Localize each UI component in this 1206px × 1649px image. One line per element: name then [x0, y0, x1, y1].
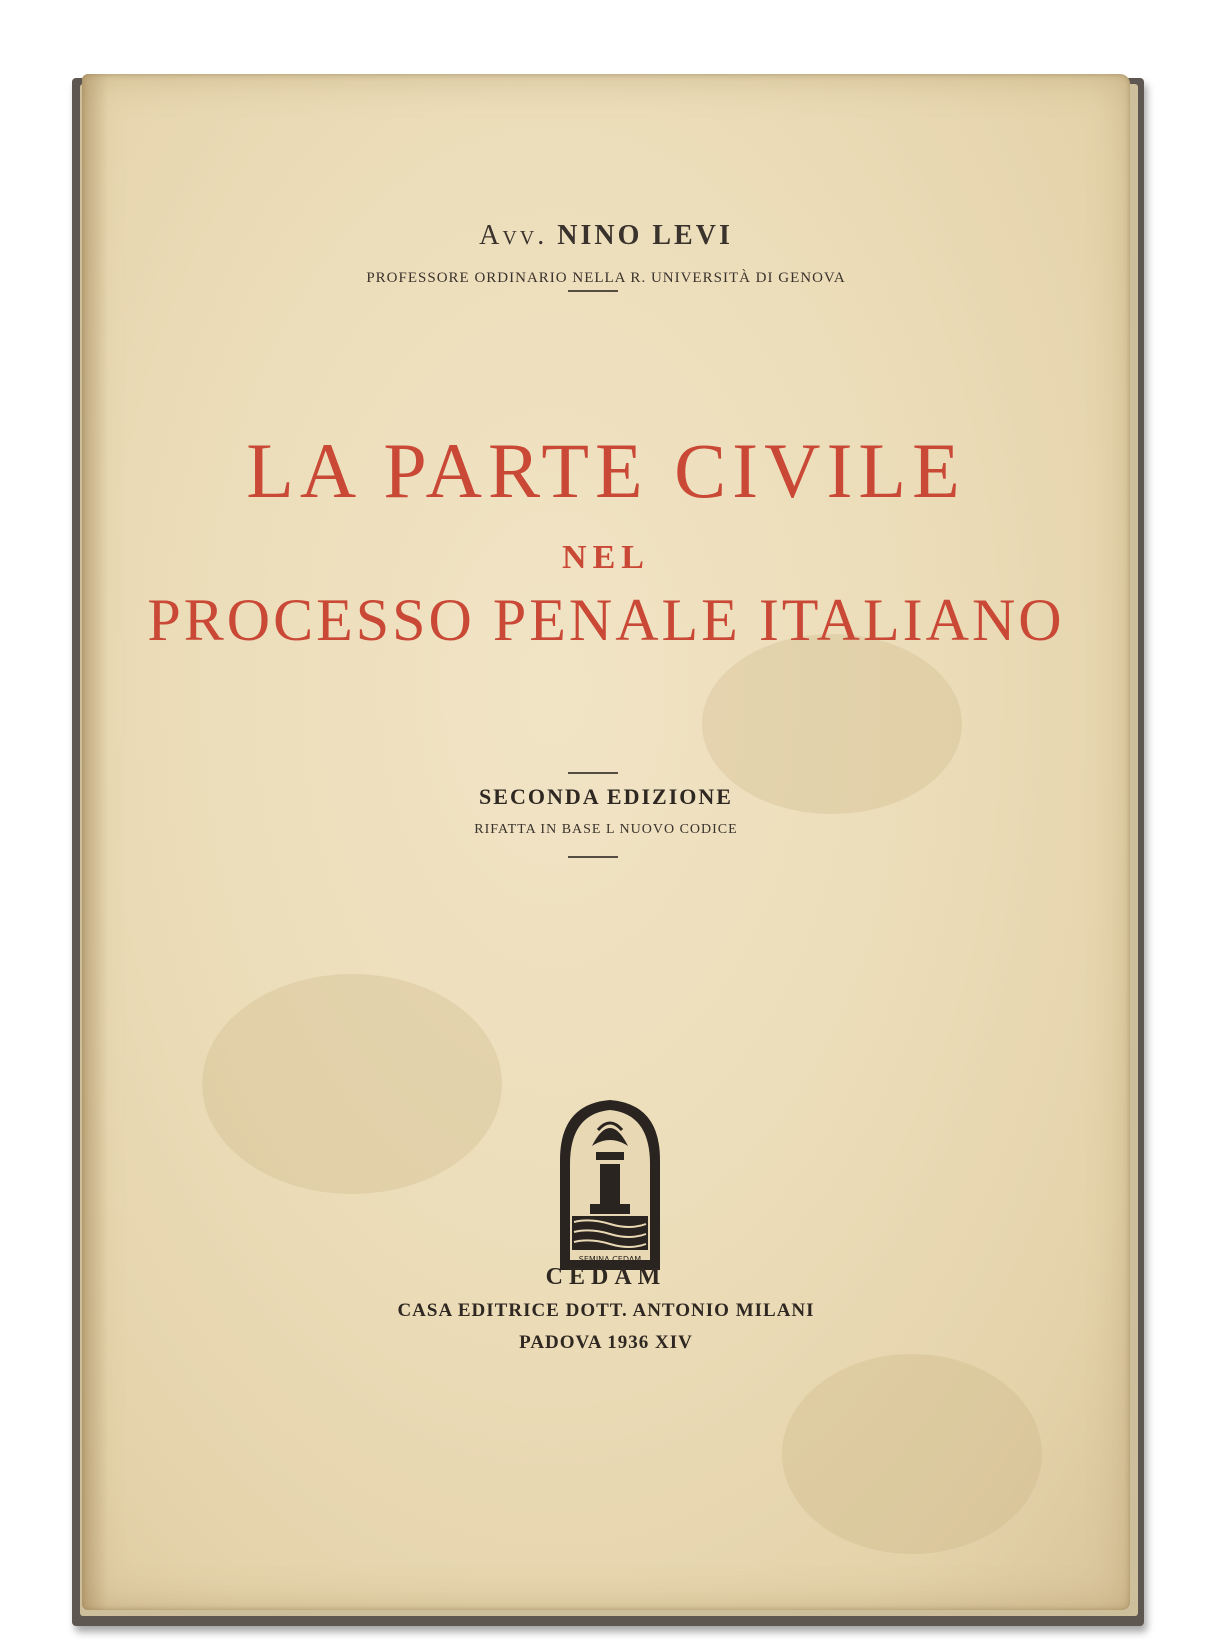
publisher-mark-label: SEMINA CEDAM	[578, 1255, 642, 1264]
title-line-2: NEL	[562, 539, 650, 576]
publisher-name: CEDAM	[545, 1264, 667, 1290]
author-affiliation: PROFESSORE ORDINARIO NELLA R. UNIVERSITÀ DI GENOVA	[366, 270, 846, 286]
divider-rule	[568, 290, 618, 292]
book-cover	[82, 74, 1130, 1610]
cover-spine-shading	[82, 74, 108, 1610]
title-line-3: PROCESSO PENALE ITALIANO	[147, 587, 1065, 653]
publisher-full-name: CASA EDITRICE DOTT. ANTONIO MILANI	[397, 1300, 815, 1321]
author-prefix: Avv.	[479, 220, 548, 251]
author-name: NINO LEVI	[557, 220, 733, 251]
paper-stain	[782, 1354, 1042, 1554]
edition-note: RIFATTA IN BASE L NUOVO CODICE	[474, 822, 738, 837]
edition-label: SECONDA EDIZIONE	[479, 784, 733, 809]
paper-stain	[202, 974, 502, 1194]
publisher-place-year: PADOVA 1936 XIV	[519, 1332, 693, 1353]
author-line	[82, 220, 1130, 252]
divider-rule	[568, 772, 618, 774]
title-line-1: LA PARTE CIVILE	[246, 427, 966, 514]
divider-rule	[568, 856, 618, 858]
publisher-mark-icon	[540, 1090, 680, 1280]
